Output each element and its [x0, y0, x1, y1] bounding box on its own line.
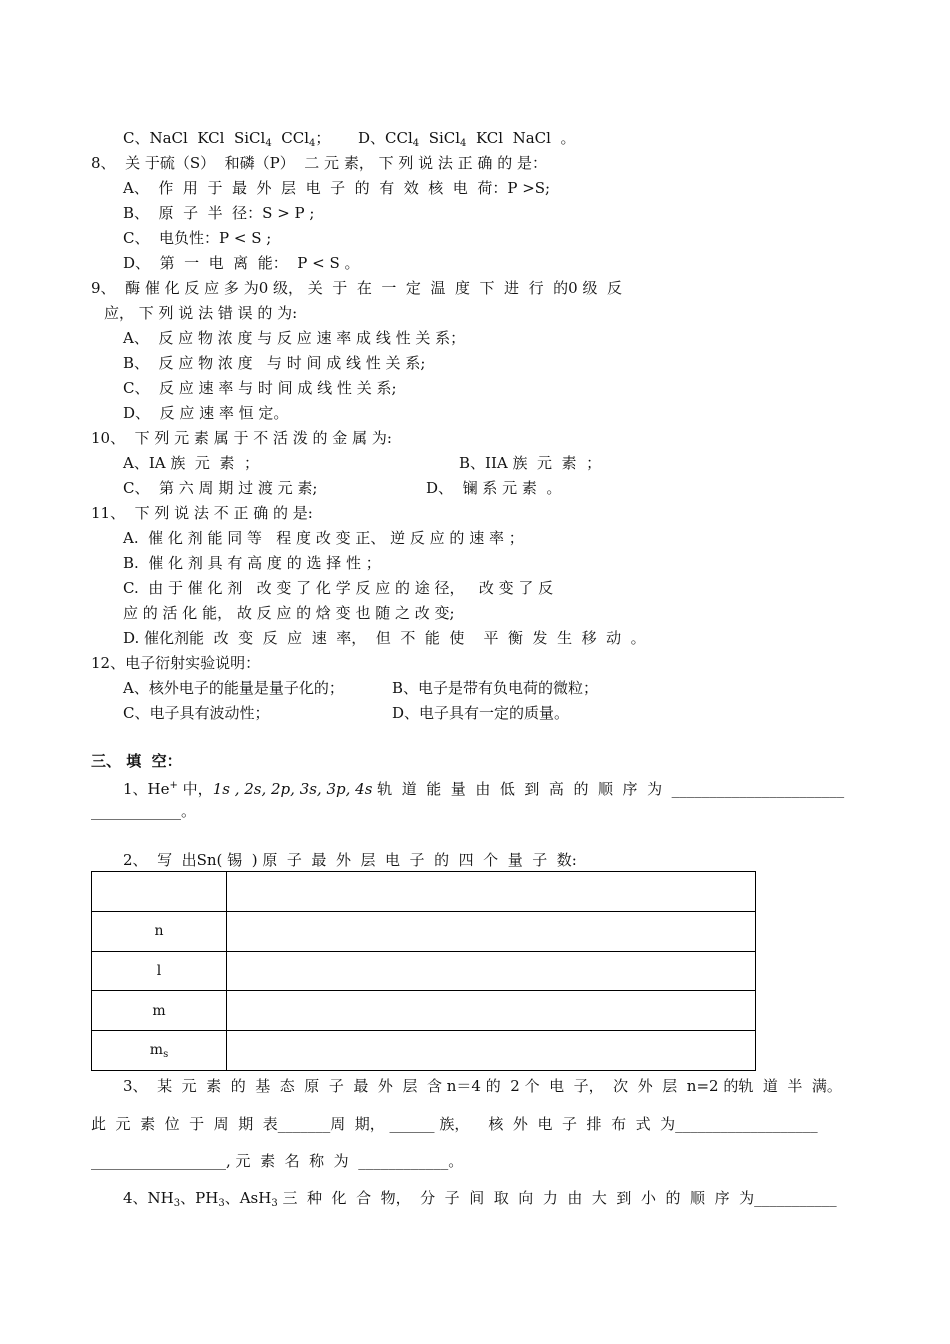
q8-option-a: A、 作 用 于 最 外 层 电 子 的 有 效 核 电 荷：P >S;: [123, 179, 551, 197]
table-row: [92, 991, 756, 1031]
q11-stem: 11、 下 列 说 法 不 正 确 的 是:: [91, 504, 313, 522]
answer-cell-m[interactable]: [227, 991, 756, 1031]
fill-3-line1: 3、 某 元 素 的 基 态 原 子 最 外 层 含 n＝4 的 2 个 电 子， 次 外 层 n=2 的轨 道 半 满。: [123, 1077, 842, 1095]
q10-option-a: A、IA 族 元 素 ；: [123, 454, 259, 472]
fill-1-line2: ____________。: [91, 802, 197, 820]
q11-option-c-line2: 应 的 活 化 能， 故 反 应 的 焓 变 也 随 之 改 变;: [123, 604, 455, 622]
q10-option-b: B、IIA 族 元 素 ；: [459, 454, 602, 472]
fill-2-stem: 2、 写 出Sn( 锡 ) 原 子 最 外 层 电 子 的 四 个 量 子 数:: [123, 851, 577, 869]
label-ms: $m_s$: [92, 1031, 227, 1071]
q8-option-d: D、 第 一 电 离 能： P < S 。: [123, 254, 360, 272]
q7-option-d: D、CCl$_4$ SiCl$_4$ KCl NaCl 。: [358, 129, 576, 149]
table-row: [92, 951, 756, 991]
answer-cell-l[interactable]: [227, 951, 756, 991]
q10-option-c: C、 第 六 周 期 过 渡 元 素;: [123, 479, 318, 497]
q11-option-d: D. 催化剂能 改 变 反 应 速 率， 但 不 能 使 平 衡 发 生 移 动 。: [123, 629, 646, 647]
q8-stem: 8、 关 于硫（S） 和磷（P） 二 元 素， 下 列 说 法 正 确 的 是：: [91, 154, 547, 172]
answer-cell[interactable]: [227, 872, 756, 912]
label-n: n: [92, 911, 227, 951]
q12-option-b: B、电子是带有负电荷的微粒；: [392, 679, 599, 697]
answer-cell-ms[interactable]: [227, 1031, 756, 1071]
answer-cell-n[interactable]: [227, 911, 756, 951]
q9-stem-line1: 9、 酶 催 化 反 应 多 为0 级， 关 于 在 一 定 温 度 下 进 行 的0 级 反: [91, 279, 622, 297]
q10-option-d: D、 镧 系 元 素 。: [426, 479, 562, 497]
table-row: [92, 911, 756, 951]
q11-option-b: B. 催 化 剂 具 有 高 度 的 选 择 性 ；: [123, 554, 381, 572]
q7-option-c: C、NaCl KCl SiCl$_4$ CCl$_4$；: [123, 129, 331, 149]
fill-3-line2: 此 元 素 位 于 周 期 表_______周 期， ______ 族， 核 外 电 子 排 布 式 为___________________: [91, 1115, 818, 1133]
q12-option-a: A、核外电子的能量是量子化的；: [123, 679, 344, 697]
quantum-number-table: [91, 871, 756, 1071]
q9-option-c: C、 反 应 速 率 与 时 间 成 线 性 关 系;: [123, 379, 397, 397]
q12-option-d: D、电子具有一定的质量。: [392, 704, 570, 722]
q9-stem-line2: 应， 下 列 说 法 错 误 的 为:: [104, 304, 298, 322]
orbital-list: 1s , 2s, 2p, 3s, 3p, 4s: [212, 780, 373, 798]
q11-option-a: A. 催 化 剂 能 同 等 程 度 改 变 正、 逆 反 应 的 速 率 ；: [123, 529, 524, 547]
q8-option-b: B、 原 子 半 径：S > P ;: [123, 204, 315, 222]
q9-option-b: B、 反 应 物 浓 度 与 时 间 成 线 性 关 系;: [123, 354, 426, 372]
label-m: m: [92, 991, 227, 1031]
q11-option-c-line1: C. 由 于 催 化 剂 改 变 了 化 学 反 应 的 途 径， 改 变 了 反: [123, 579, 554, 597]
table-header-cell: [92, 872, 227, 912]
q9-option-a: A、 反 应 物 浓 度 与 反 应 速 率 成 线 性 关 系；: [123, 329, 466, 347]
table-row: [92, 872, 756, 912]
section-3-title: 三、 填 空：: [91, 752, 182, 770]
q9-option-d: D、 反 应 速 率 恒 定。: [123, 404, 289, 422]
label-l: l: [92, 951, 227, 991]
table-row: [92, 1031, 756, 1071]
q8-option-c: C、 电负性：P < S ;: [123, 229, 272, 247]
fill-4-line1: 4、$NH_3$、$PH_3$、AsH$_3$ 三 种 化 合 物， 分 子 间 取 向 力 由 大 到 小 的 顺 序 为___________: [123, 1189, 837, 1209]
q12-option-c: C、电子具有波动性；: [123, 704, 270, 722]
q12-stem: 12、电子衍射实验说明：: [91, 654, 261, 672]
fill-3-line3: __________________, 元 素 名 称 为 ____________。: [91, 1152, 464, 1170]
fill-1-line1: 1、He+ 中，1s , 2s, 2p, 3s, 3p, 4s 轨 道 能 量 由 低 到 高 的 顺 序 为 _______________________: [123, 780, 845, 798]
q10-stem: 10、 下 列 元 素 属 于 不 活 泼 的 金 属 为:: [91, 429, 392, 447]
